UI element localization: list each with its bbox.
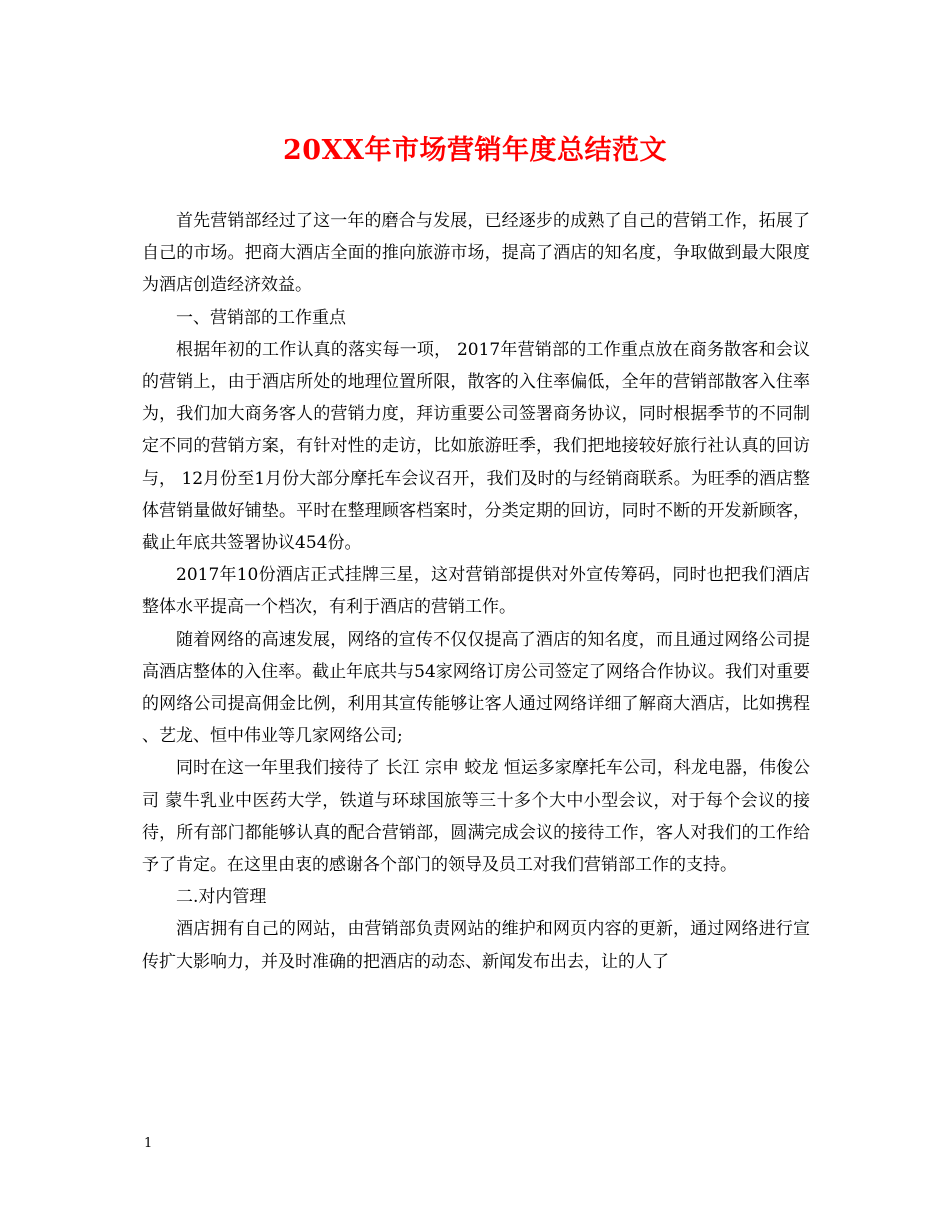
document-body <box>142 205 810 978</box>
section-heading-internal-management: 二.对内管理 <box>176 887 267 908</box>
paragraph-conferences: 同时在这一年里我们接待了 长江 宗申 蛟龙 恒运多家摩托车公司，科龙电器，伟俊公司 蒙牛乳业中医药大学，铁道与环球国旅等三十多个大中小型会议，对于每个会议的接待，所有部门都能够认真的配合营销部，圆满完成会议的接待工作，客人对我们的工作给予了肯定。在这里由衷的感谢各个部门的领导及员工对我们营销部工作的支持。 <box>142 758 810 876</box>
paragraph-network: 随着网络的高速发展，网络的宣传不仅仅提高了酒店的知名度，而且通过网络公司提高酒店整体的入住率。截止年底共与54家网络订房公司签定了网络合作协议。我们对重要的网络公司提高佣金比例，利用其宣传能够让客人通过网络详细了解商大酒店，比如携程 、艺龙、恒中伟业等几家网络公司; <box>142 629 810 747</box>
paragraph-three-star: 2017年10份酒店正式挂牌三星，这对营销部提供对外宣传筹码，同时也把我们酒店整体水平提高一个档次，有利于酒店的营销工作。 <box>142 565 810 618</box>
document-title: 20XX年市场营销年度总结范文 <box>283 135 667 166</box>
section-heading-work-focus: 一、营销部的工作重点 <box>176 307 346 328</box>
paragraph-website: 酒店拥有自己的网站，由营销部负责网站的维护和网页内容的更新，通过网络进行宣传扩大影响力，并及时准确的把酒店的动态、新闻发布出去，让的人了 <box>142 919 810 972</box>
page-number: 1 <box>144 1136 153 1151</box>
paragraph-intro: 首先营销部经过了这一年的磨合与发展，已经逐步的成熟了自己的营销工作，拓展了自己的市场。把商大酒店全面的推向旅游市场，提高了酒店的知名度，争取做到最大限度为酒店创造经济效益。 <box>142 211 810 296</box>
paragraph-work-focus: 根据年初的工作认真的落实每一项， 2017年营销部的工作重点放在商务散客和会议的营销上，由于酒店所处的地理位置所限，散客的入住率偏低，全年的营销部散客入住率为，我们加大商务客人的营销力度，拜访重要公司签署商务协议，同时根据季节的不同制定不同的营销方案，有针对性的走访，比如旅游旺季，我们把地接较好旅行社认真的回访与， 12月份至1月份大部分摩托车会议召开，我们及时的与经销商联系。为旺季的酒店整体营销量做好铺垫。平时在整理顾客档案时，分类定期的回访，同时不断的开发新顾客，截止年底共签署协议454份。 <box>142 339 810 554</box>
